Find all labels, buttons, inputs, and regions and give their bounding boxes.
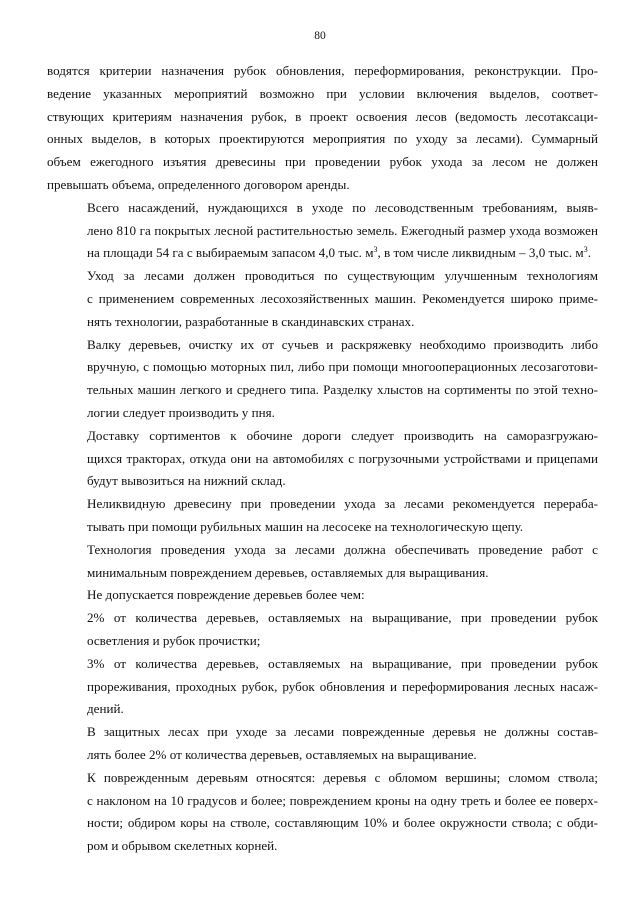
paragraph-felling-criteria (47, 60, 598, 197)
text-line: лено 810 га покрытых лесной растительностью земель. Ежегодный размер ухода возможен (87, 222, 598, 238)
text-line: прореживания, проходных рубок, рубок обновления и переформирования лесных насаж- (87, 678, 598, 694)
text-line: с применением современных лесохозяйственных машин. Рекомендуется широко приме- (87, 290, 598, 306)
volume-text-part: , в том числе ликвидным – 3,0 тыс. м (377, 245, 584, 261)
paragraph-minimal-damage (47, 539, 598, 585)
text-line: тельных машин легкого и среднего типа. Разделку хлыстов на сортименты по этой техно- (87, 382, 598, 398)
paragraph-felling-methods (47, 334, 598, 425)
text-line: Доставку сортиментов к обочине дороги следует производить на саморазгружаю- (87, 427, 598, 443)
text-line: водятся критерии назначения рубок обновления, переформирования, реконструкции. Про- (47, 63, 598, 78)
text-line-volume (47, 242, 598, 265)
text-line: ности; обдиром коры на стволе, составляющим 10% и более окружности ствола; с обди- (87, 815, 598, 831)
text-line: лять более 2% от количества деревьев, оставляемых на выращивание. (87, 746, 477, 762)
paragraph-nonliquid-wood (47, 493, 598, 539)
page-number: 80 (314, 30, 326, 42)
text-line: Всего насаждений, нуждающихся в уходе по лесоводственным требованиям, выяв- (87, 199, 598, 215)
volume-text-part: на площади 54 га с выбираемым запасом 4,0 тыс. м (87, 245, 374, 261)
text-line: с наклоном на 10 градусов и более; повреждением кроны на одну треть и более ее поверх- (87, 792, 598, 808)
volume-text-part: . (587, 245, 591, 261)
paragraph-stands-area (47, 197, 598, 265)
text-line: дений. (87, 701, 124, 717)
text-line: минимальным повреждением деревьев, оставляемых для выращивания. (87, 564, 489, 580)
text-line: ведение указанных мероприятий возможно при условии включения выделов, соответ- (47, 85, 598, 101)
text-line: Не допускается повреждение деревьев более чем: (87, 587, 365, 603)
paragraph-damage-limit-intro (47, 584, 598, 607)
paragraph-damage-limit-2pct (47, 607, 598, 653)
text-line: В защитных лесах при уходе за лесами поврежденные деревья не должны состав- (87, 724, 598, 740)
text-line: объем ежегодного изъятия древесины при проведении рубок ухода за лесом не должен (47, 154, 598, 170)
paragraph-damage-limit-3pct (47, 653, 598, 721)
text-line: ром и обрывом скелетных корней. (87, 838, 278, 854)
text-line: Технология проведения ухода за лесами должна обеспечивать проведение работ с (87, 541, 598, 557)
text-line: осветления и рубок прочистки; (87, 632, 261, 648)
text-line: Уход за лесами должен проводиться по существующим улучшенным технологиям (87, 268, 598, 284)
text-line: превышать объема, определенного договором аренды. (47, 176, 350, 192)
text-line: ствующих критериям назначения рубок, в проект освоения лесов (ведомость лесотаксаци- (47, 108, 598, 124)
superscript-cubic: 3 (373, 245, 378, 255)
paragraph-protective-forests (47, 721, 598, 767)
text-line: 3% от количества деревьев, оставляемых на выращивание, при проведении рубок (87, 655, 598, 671)
paragraph-delivery (47, 425, 598, 493)
document-body (47, 60, 598, 858)
text-line: тывать при помощи рубильных машин на лесосеке на технологическую щепу. (87, 518, 524, 534)
text-line: 2% от количества деревьев, оставляемых на выращивание, при проведении рубок (87, 610, 598, 626)
text-line: К поврежденным деревьям относятся: деревья с обломом вершины; сломом ствола; (87, 769, 598, 785)
text-line: нять технологии, разработанные в скандинавских странах. (87, 313, 415, 329)
text-line: Неликвидную древесину при проведении ухода за лесами рекомендуется перераба- (87, 496, 598, 512)
text-line: Валку деревьев, очистку их от сучьев и раскряжевку необходимо производить либо (87, 336, 598, 352)
text-line: будут вывозиться на нижний склад. (87, 473, 286, 489)
text-line: вручную, с помощью моторных пил, либо при помощи многооперационных лесозаготови- (87, 359, 598, 375)
paragraph-technologies (47, 265, 598, 333)
text-line: логии следует производить у пня. (87, 404, 275, 420)
text-line: онных выделов, в которых проектируются мероприятия по уходу за лесами). Суммарный (47, 131, 598, 147)
text-line: щихся тракторах, откуда они на автомобилях с погрузочными устройствами и прицепами (87, 450, 598, 466)
paragraph-damaged-trees-definition (47, 767, 598, 858)
superscript-cubic: 3 (583, 245, 588, 255)
